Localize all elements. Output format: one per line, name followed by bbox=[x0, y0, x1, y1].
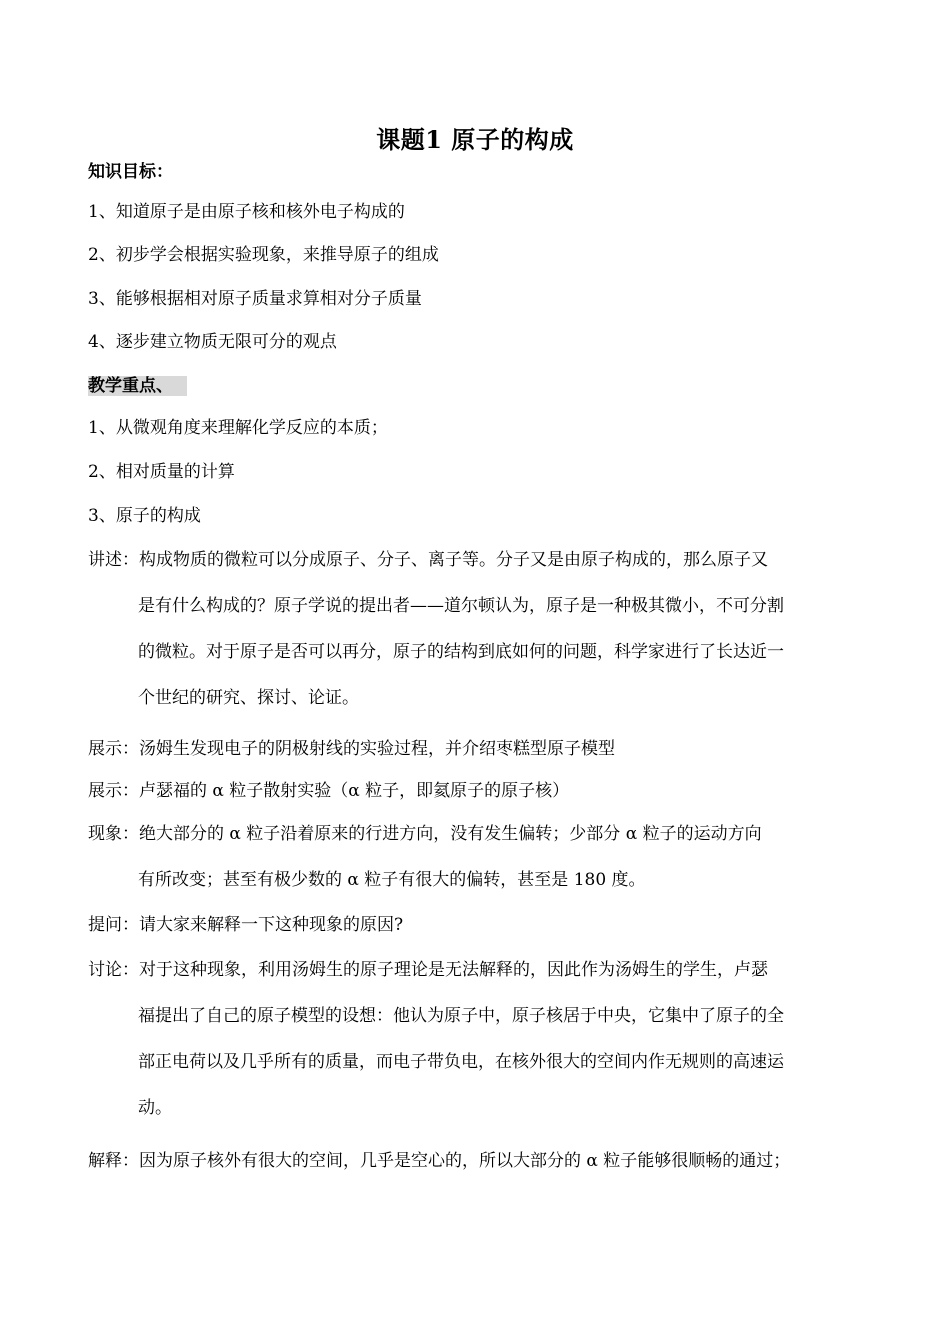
paragraph-line: 提问：请大家来解释一下这种现象的原因? bbox=[88, 915, 404, 935]
paragraph-line: 讲述：构成物质的微粒可以分成原子、分子、离子等。分子又是由原子构成的，那么原子又 bbox=[88, 550, 768, 570]
demo-paragraph bbox=[88, 737, 878, 783]
objectives-heading: 知识目标： bbox=[88, 162, 173, 182]
keypoint-item: 2、相对质量的计算 bbox=[88, 462, 235, 482]
keypoint-item: 3、原子的构成 bbox=[88, 506, 201, 526]
objective-item: 4、逐步建立物质无限可分的观点 bbox=[88, 332, 337, 352]
explanation-paragraph bbox=[88, 1149, 878, 1195]
discussion-paragraph bbox=[88, 958, 878, 1142]
paragraph-line: 展示：汤姆生发现电子的阴极射线的实验过程，并介绍枣糕型原子模型 bbox=[88, 739, 615, 759]
narration-paragraph bbox=[88, 548, 878, 732]
objective-item: 3、能够根据相对原子质量求算相对分子质量 bbox=[88, 289, 422, 309]
objective-item: 2、初步学会根据实验现象，来推导原子的组成 bbox=[88, 245, 439, 265]
paragraph-line: 有所改变；甚至有极少数的 α 粒子有很大的偏转，甚至是 180 度。 bbox=[138, 870, 646, 890]
paragraph-line: 是有什么构成的？原子学说的提出者——道尔顿认为，原子是一种极其微小，不可分割 bbox=[138, 596, 784, 616]
paragraph-line: 解释：因为原子核外有很大的空间，几乎是空心的，所以大部分的 α 粒子能够很顺畅的通过； bbox=[88, 1151, 791, 1171]
question-paragraph bbox=[88, 913, 878, 959]
paragraph-line: 现象：绝大部分的 α 粒子沿着原来的行进方向，没有发生偏转；少部分 α 粒子的运动方向 bbox=[88, 824, 762, 844]
objective-item: 1、知道原子是由原子核和核外电子构成的 bbox=[88, 202, 405, 222]
phenomenon-paragraph bbox=[88, 822, 878, 914]
paragraph-line: 部正电荷以及几乎所有的质量，而电子带负电，在核外很大的空间内作无规则的高速运 bbox=[138, 1052, 784, 1072]
paragraph-line: 的微粒。对于原子是否可以再分，原子的结构到底如何的问题，科学家进行了长达近一 bbox=[138, 642, 784, 662]
paragraph-line: 展示：卢瑟福的 α 粒子散射实验（α 粒子，即氦原子的原子核） bbox=[88, 781, 570, 801]
paragraph-line: 个世纪的研究、探讨、论证。 bbox=[138, 688, 359, 708]
paragraph-line: 讨论：对于这种现象，利用汤姆生的原子理论是无法解释的，因此作为汤姆生的学生，卢瑟 bbox=[88, 960, 768, 980]
keypoints-heading: 教学重点、 bbox=[88, 376, 187, 396]
paragraph-line: 福提出了自己的原子模型的设想：他认为原子中，原子核居于中央，它集中了原子的全 bbox=[138, 1006, 784, 1026]
paragraph-line: 动。 bbox=[138, 1098, 172, 1118]
keypoint-item: 1、从微观角度来理解化学反应的本质； bbox=[88, 418, 388, 438]
demo-paragraph bbox=[88, 779, 878, 825]
document-title: 课题1 原子的构成 bbox=[376, 125, 574, 154]
